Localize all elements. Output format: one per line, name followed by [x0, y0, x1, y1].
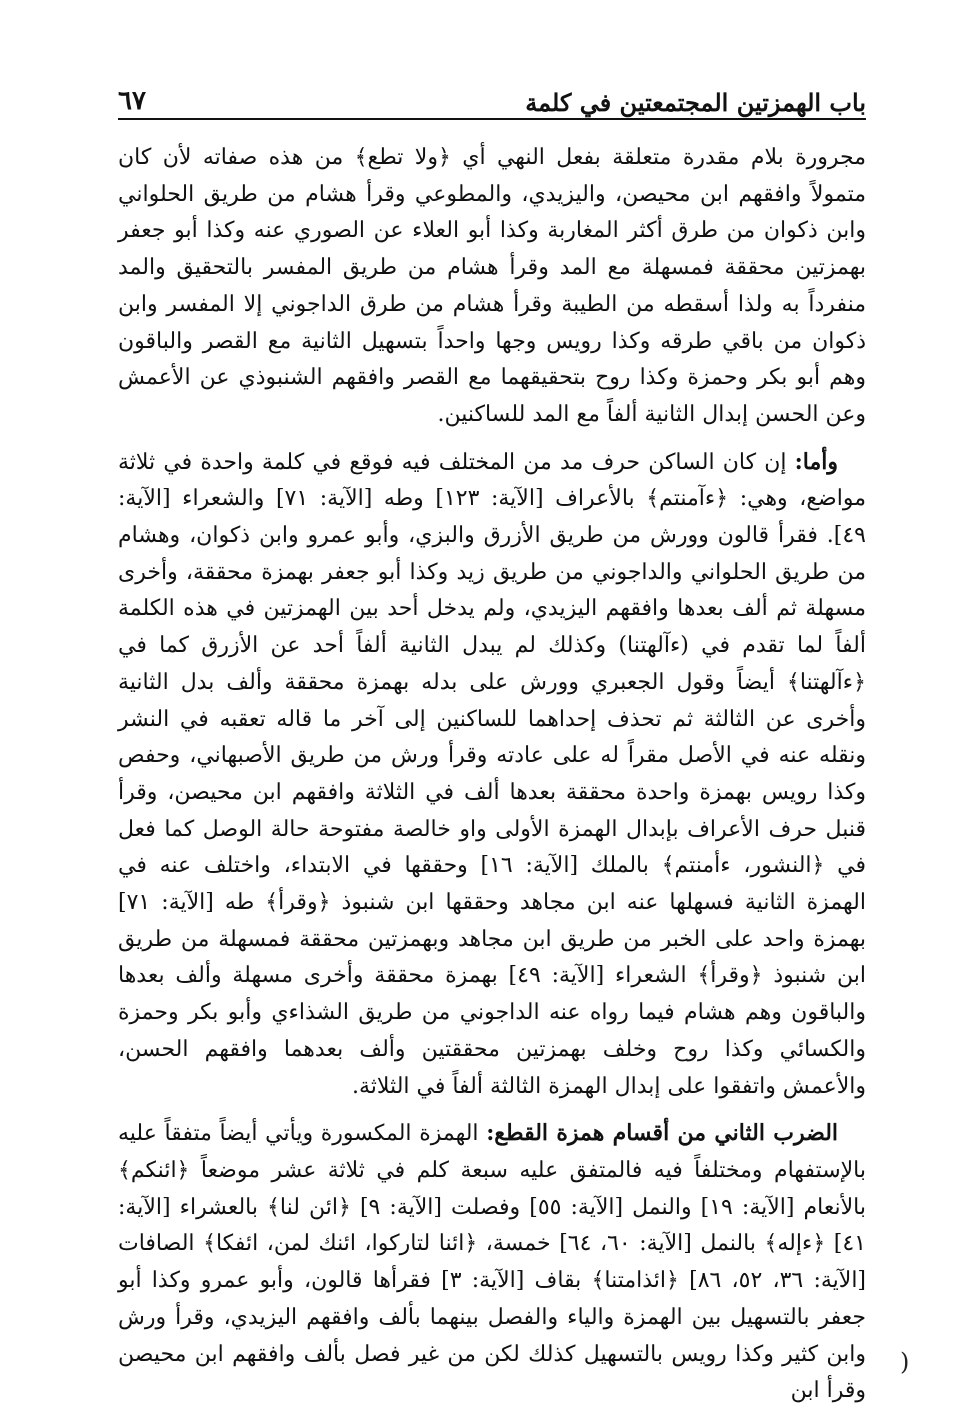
page-number: ٦٧ [118, 87, 156, 116]
margin-mark-icon: ( [900, 1348, 910, 1376]
paragraph-text: مجرورة بلام مقدرة متعلقة بفعل النهي أي ﴿ولا تطع﴾ من هذه صفاته لأن كان متمولاً وافقهم ابن محيصن، واليزيدي، والمطوعي وقرأ هشام من طريق الحلواني وابن ذكوان من طرق أكثر المغاربة وكذا أبو العلاء عن الصوري عنه وكذا أبو جعفر بهمزتين محققة فمسهلة مع المد وقرأ هشام من طريق المفسر بالتحقيق والمد منفرداً به ولذا أسقطه من الطيبة وقرأ هشام من طرق الداجوني إلا المفسر وابن ذكوان من باقي طرقه وكذا رويس وجها واحداً بتسهيل الثانية مع القصر والباقون وهم أبو بكر وحمزة وكذا روح بتحقيقهما مع القصر وافقهم الشنبوذي عن الأعمش وعن الحسن إبدال الثانية ألفاً مع المد للساكنين. [118, 145, 866, 427]
paragraph-1 [118, 140, 866, 434]
page-header [118, 74, 866, 120]
paragraph-lead: الضرب الثاني من أقسام همزة القطع: [486, 1120, 839, 1147]
paragraph-2 [118, 444, 866, 1106]
paragraph-3 [118, 1115, 866, 1410]
paragraph-text: إن كان الساكن حرف مد من المختلف فيه فوقع في كلمة واحدة في ثلاثة مواضع، وهي: ﴿ءآمنتم﴾ بالأعراف [الآية: ١٢٣] وطه [الآية: ٧١] والشعراء [الآية: ٤٩]. فقرأ قالون وورش من طريق الأزرق والبزي، وأبو عمرو وابن ذكوان، وهشام من طريق الحلواني والداجوني من طريق زيد وكذا أبو جعفر بهمزة محققة، وأخرى مسهلة ثم ألف بعدها وافقهم اليزيدي، ولم يدخل أحد بين الهمزتين في هذه الكلمة ألفاً لما تقدم في (ءآلهتنا) وكذلك لم يبدل الثانية ألفاً أحد عن الأزرق كما في ﴿ءآلهتنا﴾ أيضاً وقول الجعبري وورش على بدله بهمزة محققة وألف بدل الثانية وأخرى عن الثالثة ثم تحذف إحداهما للساكنين إلى آخر ما قاله تعقبه في النشر ونقله عنه في الأصل مقراً له على عادته وقرأ ورش من طريق الأصبهاني، وحفص وكذا رويس بهمزة واحدة محققة بعدها ألف في الثلاثة وافقهم ابن محيصن، وقرأ قنبل حرف الأعراف بإبدال الهمزة الأولى واو خالصة مفتوحة حالة الوصل كما فعل في ﴿النشور، ءأمنتم﴾ بالملك [الآية: ١٦] وحققها في الابتداء، واختلف عنه في الهمزة الثانية فسهلها عنه ابن مجاهد وحققها ابن شنبوذ ﴿وقرأ﴾ طه [الآية: ٧١] بهمزة واحد على الخبر من طريق ابن مجاهد وبهمزتين محققة فمسهلة من طريق ابن شنبوذ ﴿وقرأ﴾ الشعراء [الآية: ٤٩] بهمزة محققة وأخرى مسهلة وألف بعدها والباقون وهم هشام فيما رواه عنه الداجوني من طريق الشذاءي وأبو بكر وحمزة والكسائي وكذا روح وخلف بهمزتين محققتين وألف بعدهما وافقهم الحسن، والأعمش واتفقوا على إبدال الهمزة الثالثة ألفاً في الثلاثة. [118, 449, 867, 1099]
running-title: باب الهمزتين المجتمعتين في كلمة [517, 90, 866, 116]
paragraph-text: الهمزة المكسورة ويأتي أيضاً متفقاً عليه بالإستفهام ومختلفاً فيه فالمتفق عليه سبعة كلم في ثلاثة عشر موضعاً ﴿ائنكم﴾ بالأنعام [الآية: ١٩] والنمل [الآية: ٥٥] وفصلت [الآية: ٩] ﴿ائن لنا﴾ بالعشراء [الآية: ٤١] ﴿ءإله﴾ بالنمل [الآية: ٦٠، ٦٤] خمسة، ﴿ائنا لتاركوا، ائنك لمن، ائفكا﴾ الصافات [الآية: ٣٦، ٥٢، ٨٦] ﴿ائذامتنا﴾ بقاف [الآية: ٣] فقرأها قالون، وأبو عمرو وكذا أبو جعفر بالتسهيل بين الهمزة والياء والفصل بينهما بألف وافقهم اليزيدي، وقرأ ورش وابن كثير وكذا رويس بالتسهيل كذلك لكن من غير فصل بألف وافقهم ابن محيصن وقرأ ابن [118, 1121, 867, 1404]
paragraph-lead: وأما: [794, 448, 838, 475]
page-body [118, 140, 867, 1404]
